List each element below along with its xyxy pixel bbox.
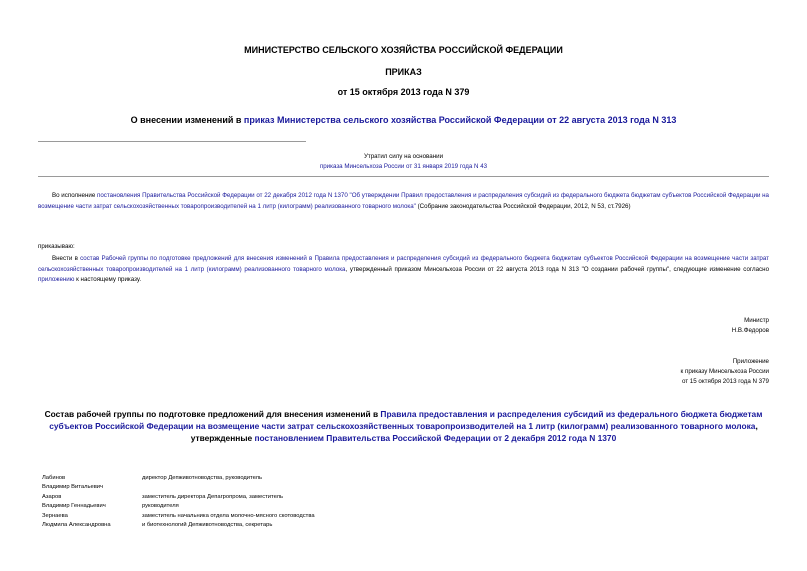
order-middle: , утвержденный приказом Минсельхоза России от 22 августа 2013 года N 313 "О создании рабочей группы" bbox=[345, 265, 670, 273]
preamble-prefix: Во исполнение bbox=[52, 192, 98, 199]
appendix-line-1: Приложение bbox=[732, 358, 769, 365]
ministry-title: МИНИСТЕРСТВО СЕЛЬСКОГО ХОЗЯЙСТВА РОССИЙСКОЙ ФЕДЕРАЦИИ bbox=[244, 45, 563, 55]
subject-prefix: О внесении изменений в bbox=[130, 115, 244, 125]
signature-position: Министр bbox=[744, 317, 769, 324]
composition-title bbox=[40, 408, 767, 444]
member-role-line-1: директор Депживотноводства, руководитель bbox=[142, 475, 263, 481]
divider-top bbox=[38, 141, 306, 142]
member-name bbox=[42, 512, 142, 529]
composition-link-rules[interactable]: Правила предоставления и распределения субсидий из федерального бюджета бюджетам субъектов Российской Федерации на возмещение части затрат сельскохозяйственных товаропроизводителей на 1 литр (килограмм) реализованного товарного молока bbox=[49, 409, 763, 431]
document-type: ПРИКАЗ bbox=[385, 67, 422, 77]
divider-bottom bbox=[38, 176, 769, 177]
composition-link-resolution[interactable]: постановлением Правительства Российской Федерации от 2 декабря 2012 года N 1370 bbox=[254, 433, 617, 443]
order-middle-2: , следующие изменение согласно bbox=[669, 265, 770, 273]
member-name bbox=[42, 474, 142, 491]
order-link-composition[interactable]: состав Рабочей группы по подготовке предложений для внесения изменений в Правила предоставления и распределения субсидий из федерального бюджета бюджетам субъектов Российской Федерации на возмещение части затрат сельскохозяйственных товаропроизводителей на 1 литр (килограмм) реализованного товарного молока bbox=[38, 255, 769, 273]
status-line-1: Утратил силу на основании bbox=[363, 153, 444, 160]
member-role bbox=[142, 512, 382, 529]
member-role-line-2: руководителя bbox=[142, 502, 179, 509]
member-surname: Зернаева bbox=[42, 513, 68, 519]
member-surname: Лабинов bbox=[42, 475, 66, 481]
member-role bbox=[142, 493, 382, 510]
member-role-line-1: заместитель начальника отдела молочно-мясного скотоводства bbox=[142, 513, 315, 519]
order-paragraph bbox=[38, 254, 769, 286]
order-suffix: к настоящему приказу. bbox=[74, 276, 142, 283]
status-line-2-link[interactable]: приказа Минсельхоза России от 31 января 2019 года N 43 bbox=[319, 163, 488, 170]
order-link-appendix[interactable]: приложению bbox=[38, 276, 75, 283]
member-surname: Азаров bbox=[42, 494, 62, 500]
composition-middle: , утвержденные bbox=[190, 421, 758, 443]
member-given-names: Владимир Витальевич bbox=[42, 483, 104, 490]
member-name bbox=[42, 493, 142, 510]
subject-link[interactable]: приказ Министерства сельского хозяйства Российской Федерации от 22 августа 2013 года N 313 bbox=[243, 115, 677, 125]
preamble-link[interactable]: постановления Правительства Российской Федерации от 22 декабря 2012 года N 1370 "Об утверждении Правил предоставления и распределения субсидий из федерального бюджета бюджетам субъектов Российской Федерации на возмещение части затрат сельскохозяйственных товаропроизводителей на 1 литр (килограмм) реализованного товарного молока" bbox=[38, 192, 770, 210]
preamble-paragraph bbox=[38, 191, 769, 212]
signature-name: Н.В.Федоров bbox=[731, 327, 769, 334]
appendix-line-2: к приказу Минсельхоза России bbox=[680, 368, 769, 375]
preamble-suffix: (Собрание законодательства Российской Федерации, 2012, N 53, ст.7926) bbox=[415, 202, 631, 210]
order-prefix: Внести в bbox=[52, 255, 81, 262]
appendix-line-3: от 15 октября 2013 года N 379 bbox=[681, 378, 769, 385]
member-given-names: Владимир Геннадьевич bbox=[42, 502, 106, 509]
member-given-names: Людмила Александровна bbox=[42, 521, 111, 528]
member-role bbox=[142, 474, 382, 483]
order-word: приказываю: bbox=[38, 243, 75, 250]
composition-prefix: Состав рабочей группы по подготовке предложений для внесения изменений в bbox=[44, 409, 381, 419]
document-subject bbox=[0, 115, 807, 125]
member-role-line-2: и биотехнологий Депживотноводства, секретарь bbox=[142, 521, 273, 528]
member-role-line-1: заместитель директора Депагропрома, заместитель bbox=[142, 494, 284, 500]
document-date-number: от 15 октября 2013 года N 379 bbox=[337, 87, 470, 97]
